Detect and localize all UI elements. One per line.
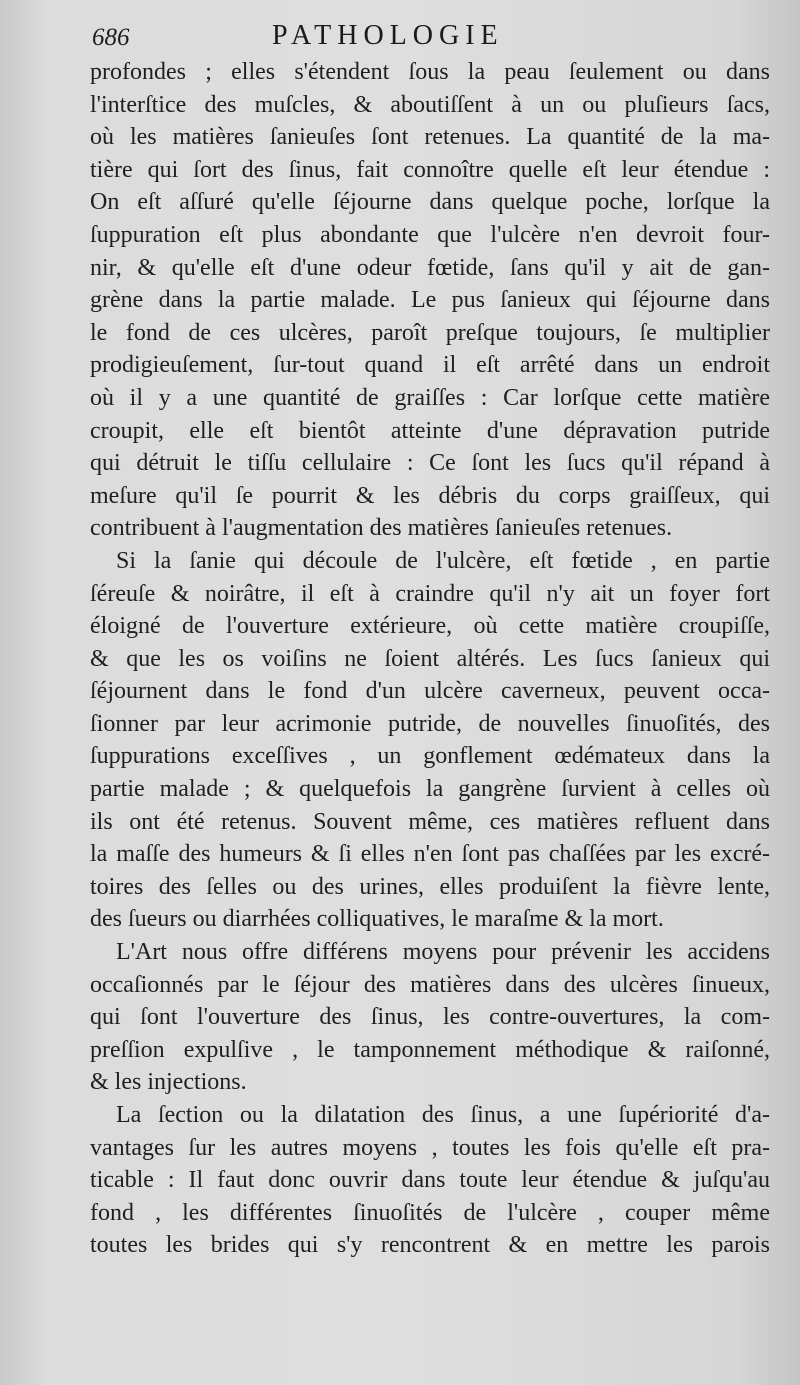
text-line: & les injections. — [90, 1069, 247, 1096]
text-line: On eſt aſſuré qu'elle ſéjourne dans quelque poche, lorſque la — [90, 189, 770, 216]
text-line: ticable : Il faut donc ouvrir dans toute leur étendue & juſqu'au — [90, 1167, 770, 1194]
text-line: L'Art nous offre différens moyens pour prévenir les accidens — [116, 939, 770, 966]
text-line: ſuppurations exceſſives , un gonflement œdémateux dans la — [90, 743, 770, 770]
text-line: qui ſont l'ouverture des ſinus, les contre-ouvertures, la com- — [90, 1004, 770, 1031]
text-line: fond , les différentes ſinuoſités de l'ulcère , couper même — [90, 1199, 770, 1226]
body-text — [90, 56, 770, 1262]
text-line: nir, & qu'elle eſt d'une odeur fœtide, ſans qu'il y ait de gan- — [90, 254, 770, 281]
text-line: contribuent à l'augmentation des matières ſanieuſes retenues. — [90, 515, 673, 542]
text-line: grène dans la partie malade. Le pus ſanieux qui ſéjourne dans — [90, 287, 770, 314]
text-line: Si la ſanie qui découle de l'ulcère, eſt fœtide , en partie — [116, 547, 770, 574]
text-line: où il y a une quantité de graiſſes : Car lorſque cette matière — [90, 384, 770, 411]
text-line: toires des ſelles ou des urines, elles produiſent la fièvre lente, — [90, 873, 770, 900]
text-line: La ſection ou la dilatation des ſinus, a une ſupériorité d'a- — [116, 1102, 770, 1128]
text-line: vantages ſur les autres moyens , toutes les fois qu'elle eſt pra- — [90, 1134, 770, 1161]
running-head: PATHOLOGIE — [272, 20, 504, 51]
text-line: la maſſe des humeurs & ſi elles n'en ſont pas chaſſées par les excré- — [90, 841, 770, 868]
text-line: ils ont été retenus. Souvent même, ces matières refluent dans — [90, 808, 770, 835]
text-line: prodigieuſement, ſur-tout quand il eſt arrêté dans un endroit — [90, 352, 770, 379]
text-line: l'interſtice des muſcles, & aboutiſſent à un ou pluſieurs ſacs, — [90, 91, 770, 118]
text-line: occaſionnés par le ſéjour des matières dans des ulcères ſinueux, — [90, 971, 770, 998]
text-line: ſéreuſe & noirâtre, il eſt à craindre qu'il n'y ait un foyer fort — [90, 580, 770, 607]
text-line: ſionner par leur acrimonie putride, de nouvelles ſinuoſités, des — [90, 710, 770, 737]
page-header — [92, 18, 770, 58]
page-number: 686 — [92, 24, 130, 51]
text-line: profondes ; elles s'étendent ſous la peau ſeulement ou dans — [90, 59, 770, 85]
text-line: preſſion expulſive , le tamponnement méthodique & raiſonné, — [90, 1036, 770, 1063]
text-line: des ſueurs ou diarrhées colliquatives, le maraſme & la mort. — [90, 906, 664, 933]
text-line: ſuppuration eſt plus abondante que l'ulcère n'en devroit four- — [90, 221, 770, 248]
text-line: le fond de ces ulcères, paroît preſque toujours, ſe multiplier — [90, 319, 770, 346]
text-line: tière qui ſort des ſinus, fait connoître quelle eſt leur étendue : — [90, 156, 770, 183]
text-line: croupit, elle eſt bientôt atteinte d'une dépravation putride — [90, 417, 770, 444]
text-line: & que les os voiſins ne ſoient altérés. Les ſucs ſanieux qui — [90, 645, 770, 672]
text-line: ſéjournent dans le fond d'un ulcère caverneux, peuvent occa- — [90, 678, 770, 705]
text-line: meſure qu'il ſe pourrit & les débris du corps graiſſeux, qui — [90, 482, 770, 509]
text-line: qui détruit le tiſſu cellulaire : Ce ſont les ſucs qu'il répand à — [90, 450, 770, 477]
text-line: éloigné de l'ouverture extérieure, où cette matière croupiſſe, — [90, 613, 770, 640]
text-line: partie malade ; & quelquefois la gangrène ſurvient à celles où — [90, 776, 770, 803]
text-line: toutes les brides qui s'y rencontrent & en mettre les parois — [90, 1232, 770, 1259]
text-line: où les matières ſanieuſes ſont retenues. La quantité de la ma- — [90, 124, 770, 151]
